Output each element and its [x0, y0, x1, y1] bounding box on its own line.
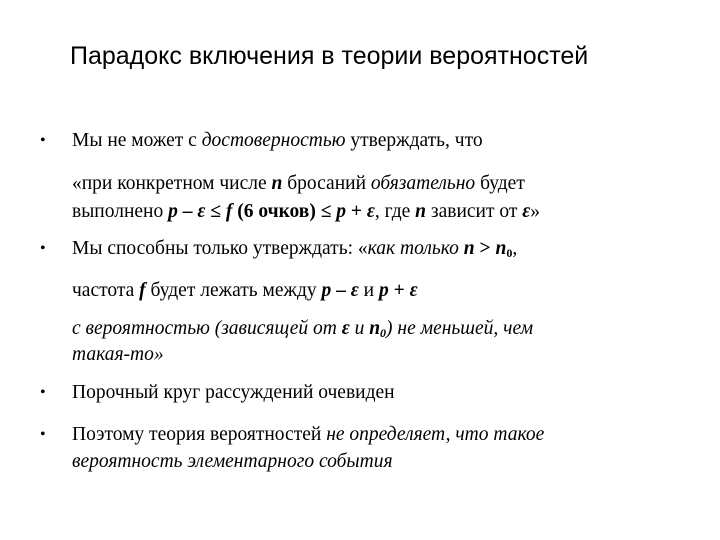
variable: f	[139, 280, 146, 301]
variable: n	[369, 318, 381, 339]
variable: p	[336, 201, 347, 222]
bullet-1-line-3	[72, 199, 540, 225]
text-italic: как только	[367, 238, 464, 259]
operator: +	[388, 280, 410, 301]
bullet-3-line-1: Порочный круг рассуждений очевиден	[72, 382, 395, 403]
bullet-4-line-2: вероятность элементарного события	[72, 451, 393, 472]
subscript: 0	[380, 326, 387, 340]
text-italic: не определяет, что такое	[326, 424, 545, 445]
text: Поэтому теория вероятностей	[72, 424, 327, 445]
text-italic: с вероятностью (зависящей от	[72, 318, 342, 339]
text: ,	[512, 238, 518, 259]
text: будет	[475, 173, 525, 194]
epsilon: ε	[341, 318, 350, 339]
text: бросаний	[282, 173, 371, 194]
variable: n	[463, 238, 475, 259]
text-italic: и	[349, 318, 370, 339]
epsilon: ε	[522, 201, 531, 222]
variable: p	[378, 280, 389, 301]
bullet-4-line-1	[72, 422, 544, 448]
text: выполнено	[72, 201, 169, 222]
variable: n	[415, 201, 427, 222]
operator: –	[177, 201, 198, 222]
text: зависит от	[426, 201, 523, 222]
text: »	[530, 201, 541, 222]
text: Мы не может с	[72, 130, 202, 151]
operator: –	[331, 280, 351, 301]
bullet-marker: •	[40, 240, 46, 257]
operator: >	[474, 238, 496, 259]
text-italic: обязательно	[370, 173, 476, 194]
operator: +	[346, 201, 367, 222]
bullet-2-line-3	[72, 316, 533, 342]
variable: n	[271, 173, 283, 194]
text: утверждать, что	[345, 130, 483, 151]
epsilon: ε	[366, 201, 375, 222]
operator: ≤	[205, 201, 226, 222]
variable: p	[168, 201, 178, 222]
text: частота	[72, 280, 140, 301]
bullet-2-line-4: такая-то»	[72, 344, 164, 365]
variable: f	[225, 201, 233, 222]
epsilon: ε	[197, 201, 206, 222]
bullet-marker: •	[40, 426, 46, 443]
bullet-marker: •	[40, 384, 46, 401]
text: «при конкретном числе	[72, 173, 272, 194]
text: будет лежать между	[145, 280, 322, 301]
text: , где	[374, 201, 416, 222]
formula-text: (6 очков) ≤	[232, 201, 337, 222]
bullet-marker: •	[40, 132, 46, 149]
text-italic: ) не меньшей, чем	[386, 318, 534, 339]
text: и	[358, 280, 379, 301]
bullet-1-line-2	[72, 171, 525, 197]
variable: p	[321, 280, 332, 301]
epsilon: ε	[409, 280, 418, 301]
subscript: 0	[506, 246, 513, 260]
text: Мы способны только утверждать: «	[72, 238, 368, 259]
bullet-1-line-1	[72, 128, 483, 154]
epsilon: ε	[350, 280, 359, 301]
slide-title: Парадокс включения в теории вероятностей	[70, 42, 589, 70]
variable: n	[495, 238, 507, 259]
bullet-2-line-2	[72, 278, 418, 304]
text-italic: достоверностью	[201, 130, 346, 151]
bullet-2-line-1	[72, 236, 517, 262]
